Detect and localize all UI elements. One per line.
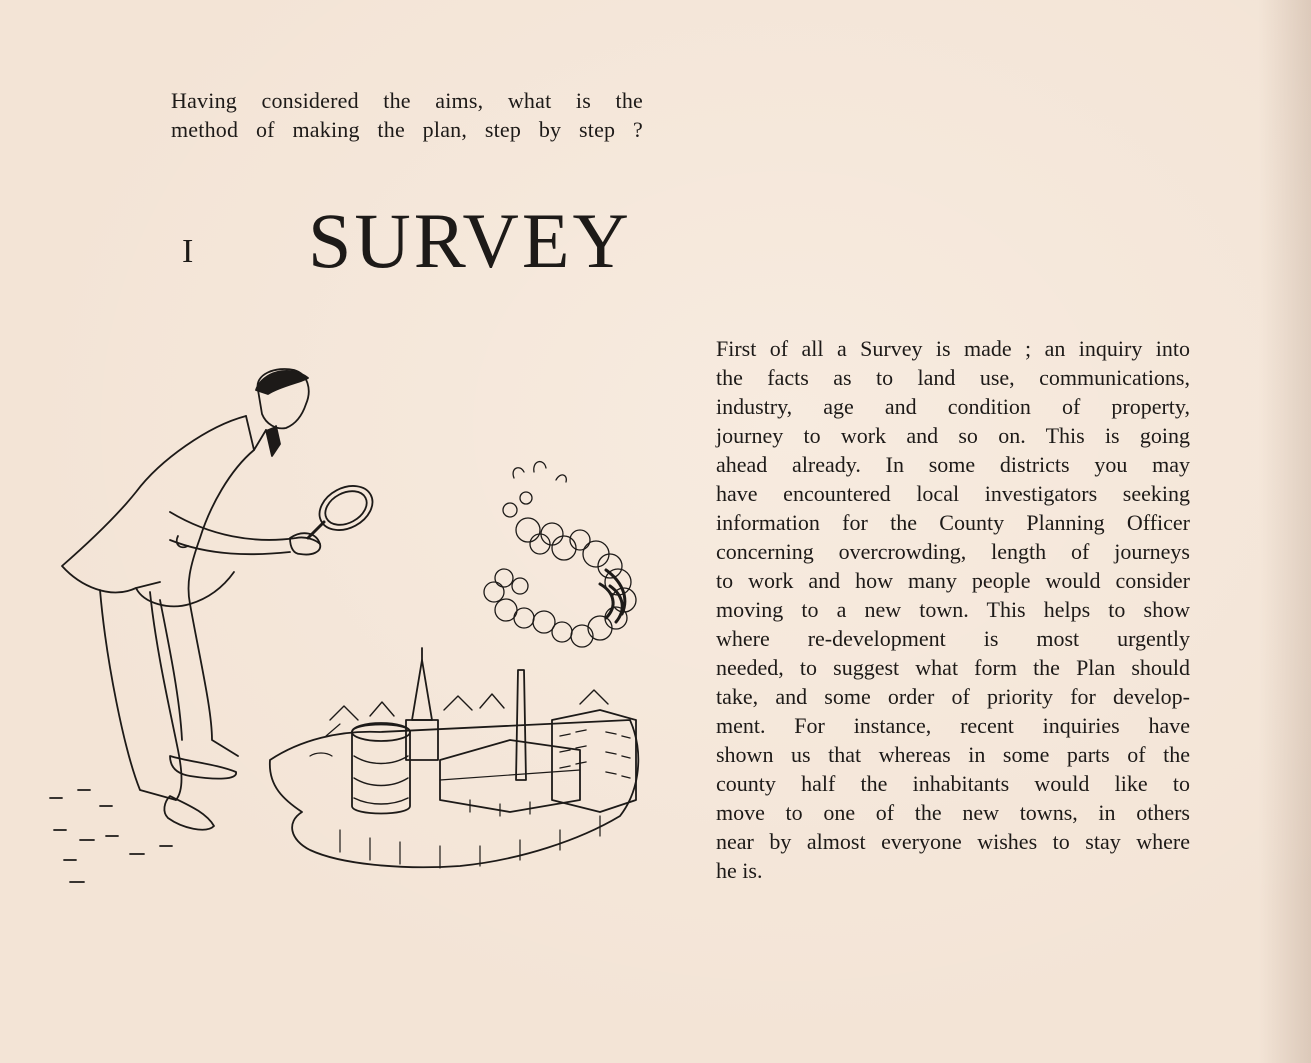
intro-line-2: method of making the plan, step by step ? <box>171 117 643 142</box>
smoke-cloud <box>484 462 636 647</box>
intro-line-1: Having considered the aims, what is the <box>171 88 643 113</box>
man-figure <box>50 369 380 882</box>
body-line: he is. <box>716 858 763 883</box>
man-with-magnifying-glass-over-town-illustration <box>40 360 680 890</box>
body-line: the facts as to land use, communications, <box>716 365 1190 390</box>
intro-question <box>171 86 643 144</box>
body-line: where re-development is most urgently <box>716 626 1190 651</box>
town-island <box>270 648 638 868</box>
body-line: shown us that whereas in some parts of the <box>716 742 1190 767</box>
body-line: ment. For instance, recent inquiries have <box>716 713 1190 738</box>
body-line: county half the inhabitants would like to <box>716 771 1190 796</box>
body-line: take, and some order of priority for develop- <box>716 684 1190 709</box>
survey-body-text <box>716 334 1190 885</box>
body-line: move to one of the new towns, in others <box>716 800 1190 825</box>
body-line: concerning overcrowding, length of journeys <box>716 539 1190 564</box>
body-line: near by almost everyone wishes to stay where <box>716 829 1190 854</box>
body-line: industry, age and condition of property, <box>716 394 1190 419</box>
body-line: ahead already. In some districts you may <box>716 452 1190 477</box>
body-line: journey to work and so on. This is going <box>716 423 1190 448</box>
body-line: needed, to suggest what form the Plan should <box>716 655 1190 680</box>
body-line: moving to a new town. This helps to show <box>716 597 1190 622</box>
section-number: I <box>182 233 194 270</box>
body-line: have encountered local investigators seeking <box>716 481 1190 506</box>
body-line: First of all a Survey is made ; an inquiry into <box>716 336 1190 361</box>
section-title: SURVEY <box>308 197 632 284</box>
body-line: to work and how many people would consider <box>716 568 1190 593</box>
body-line: information for the County Planning Officer <box>716 510 1190 535</box>
